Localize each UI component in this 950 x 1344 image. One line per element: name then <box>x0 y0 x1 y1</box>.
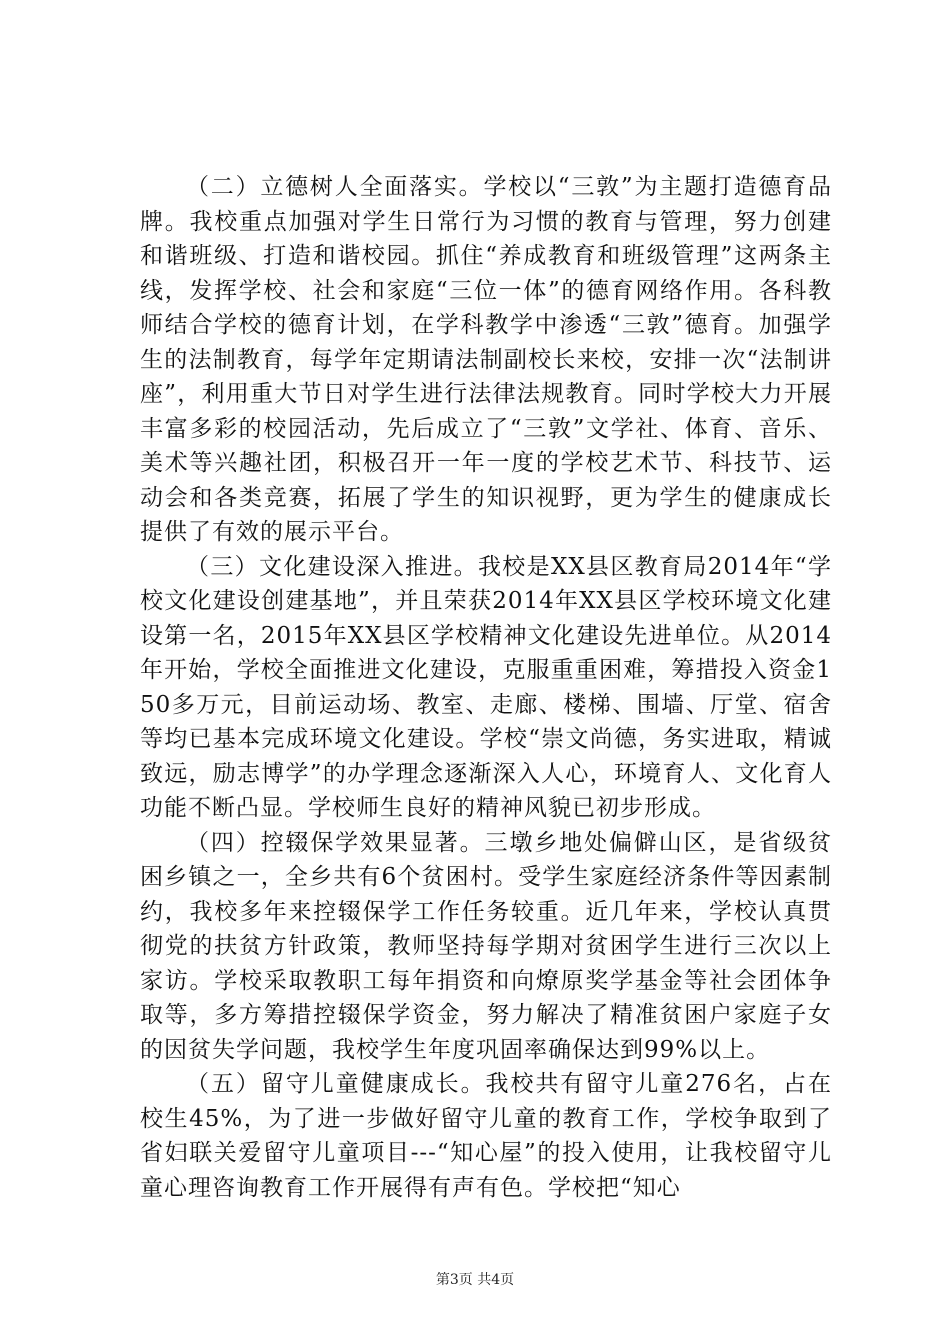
document-body <box>140 170 832 1205</box>
page-number-footer: 第3页 共4页 <box>435 1272 515 1288</box>
paragraph-left-behind-children: （五）留守儿童健康成长。我校共有留守儿童276名，占在校生45%，为了进一步做好留守儿童的教育工作，学校争取到了省妇联关爱留守儿童项目---“知心屋”的投入使用，让我校留守儿童心理咨询教育工作开展得有声有色。学校把“知心 <box>140 1071 832 1201</box>
paragraph-moral-education: （二）立德树人全面落实。学校以“三敦”为主题打造德育品牌。我校重点加强对学生日常行为习惯的教育与管理，努力创建和谐班级、打造和谐校园。抓住“养成教育和班级管理”这两条主线，发挥学校、社会和家庭“三位一体”的德育网络作用。各科教师结合学校的德育计划，在学科教学中渗透“三敦”德育。加强学生的法制教育，每学年定期请法制副校长来校，安排一次“法制讲座”，利用重大节日对学生进行法律法规教育。同时学校大力开展丰富多彩的校园活动，先后成立了“三敦”文学社、体育、音乐、美术等兴趣社团，积极召开一年一度的学校艺术节、科技节、运动会和各类竞赛，拓展了学生的知识视野，更为学生的健康成长提供了有效的展示平台。 <box>140 174 832 545</box>
paragraph-culture-building: （三）文化建设深入推进。我校是XX县区教育局2014年“学校文化建设创建基地”，并且荣获2014年XX县区学校环境文化建设第一名，2015年XX县区学校精神文化建设先进单位。从2014年开始，学校全面推进文化建设，克服重重困难，筹措投入资金150多万元，目前运动场、教室、走廊、楼梯、围墙、厅堂、宿舍等均已基本完成环境文化建设。学校“崇文尚德，务实进取，精诚致远，励志博学”的办学理念逐渐深入人心，环境育人、文化育人功能不断凸显。学校师生良好的精神风貌已初步形成。 <box>140 553 832 821</box>
paragraph-dropout-control: （四）控辍保学效果显著。三墩乡地处偏僻山区，是省级贫困乡镇之一，全乡共有6个贫困村。受学生家庭经济条件等因素制约，我校多年来控辍保学工作任务较重。近几年来，学校认真贯彻党的扶贫方针政策，教师坚持每学期对贫困学生进行三次以上家访。学校采取教职工每年捐资和向燎原奖学基金等社会团体争取等，多方筹措控辍保学资金，努力解决了精准贫困户家庭子女的因贫失学问题，我校学生年度巩固率确保达到99%以上。 <box>140 829 832 1063</box>
